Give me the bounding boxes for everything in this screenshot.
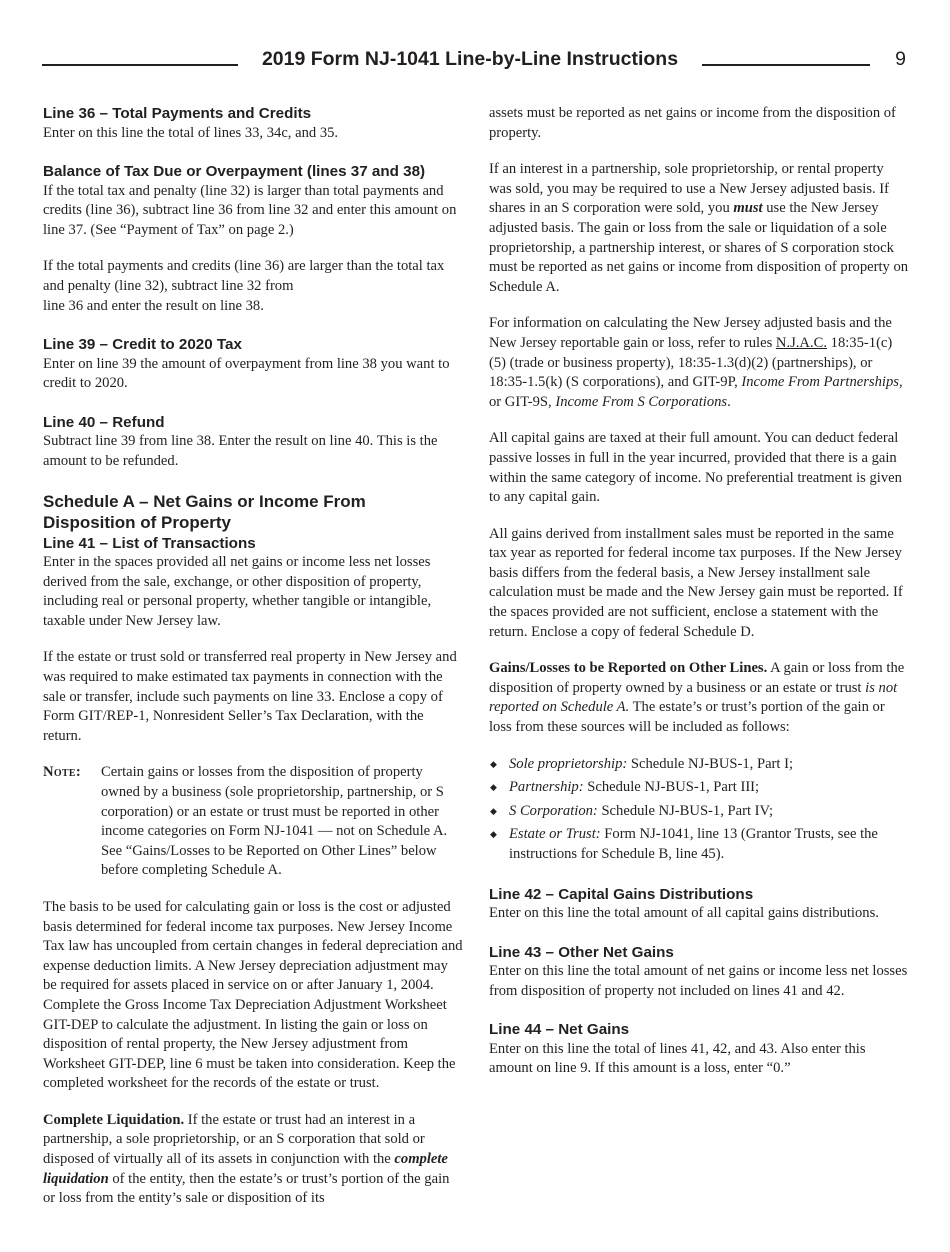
interest-emphasis: must [733,200,763,217]
list-item [489,755,909,775]
schedule-a-paragraph-1: Enter in the spaces provided all net gains or income less net losses derived from the sale, exchange, or other disposition of property, including real or personal property, whether tangible or intangible, taxable under New Jersey law. [43,554,432,629]
note-block [43,763,463,881]
balance-paragraph-2 [43,257,463,316]
line-39-text: Enter on line 39 the amount of overpayment from line 38 you want to credit to 2020. [43,355,450,392]
complete-liquidation-emphasis: complete liquidation [43,1151,448,1187]
line-40-text: Subtract line 39 from line 38. Enter the result on line 40. This is the amount to be refunded. [43,433,438,469]
gains-losses-text-a: A gain or loss from the disposition of property owned by a business or an estate or trust [489,660,905,696]
info-emphasis-1: Income From Partnerships [741,374,899,391]
header-rule-left [42,64,238,66]
interest-text-a: If an interest in a partnership, sole proprietorship, or rental property was sold, you may be required to use a New Jersey adjusted basis. If shares in an S corporation were sold, you [489,161,890,217]
balance-paragraph-1: If the total tax and penalty (line 32) is larger than total payments and credits (line 36), subtract line 36 from line 32 and enter this amount on line 37. (See “Payment of Tax” on page 2.) [43,182,457,238]
info-paragraph [489,314,909,412]
note-text: Certain gains or losses from the disposition of property owned by a business (sole proprietorship, partnership, or S corporation) or an estate or trust must be reported in other income categories on Form NJ-1041 — not on Schedule A. See “Gains/Losses to be Reported on Other Lines” below before completing Schedule A. [101,764,448,879]
balance-heading: Balance of Tax Due or Overpayment (lines 37 and 38) [43,163,426,181]
line-42-heading: Line 42 – Capital Gains Distributions [489,885,754,903]
info-text-b: 18:35-1(c)(5) (trade or business property), 18:35-1.3(d)(2) (partnerships), or 18:35-1.5(k) (S corporations), and GIT-9P, [489,334,893,391]
section-line-40 [43,413,463,472]
right-column [489,104,909,1098]
section-schedule-a [43,491,463,1209]
left-column [43,104,463,1209]
section-line-42 [489,885,909,924]
section-balance [43,162,463,316]
complete-liquidation-lead: Complete Liquidation. [43,1111,185,1128]
section-line-44 [489,1020,909,1079]
balance-paragraph-2-line-1: If the total payments and credits (line 36) are larger than the total tax and penalty (line 32), subtract line 32 from [43,258,445,294]
complete-liquidation-text-a: If the estate or trust had an interest in a partnership, a sole proprietorship, or an S corporation that sold or disposed of virtually all of its assets in conjunction with the [43,1111,425,1168]
page-title: 2019 Form NJ-1041 Line-by-Line Instructions [261,48,679,70]
schedule-a-heading-line-1: Schedule A – Net Gains or Income From [43,491,366,511]
list-item [489,802,909,822]
note-label: Note: [43,764,82,781]
gains-losses-lead: Gains/Losses to be Reported on Other Lines. [489,660,768,677]
line-44-text: Enter on this line the total of lines 41, 42, and 43. Also enter this amount on line 9. If this amount is a loss, enter “0.” [489,1040,866,1077]
gains-losses-text-b: The estate’s or trust’s portion of the gain or loss from these sources will be included as follows: [489,699,885,736]
section-line-43 [489,943,909,1002]
continuation-paragraph: assets must be reported as net gains or income from the disposition of property. [489,105,896,141]
list-item-text: Schedule NJ-BUS-1, Part IV; [597,802,774,819]
list-item [489,778,909,798]
list-item-label: S Corporation: [509,802,598,819]
list-item-label: Estate or Trust: [509,826,601,843]
line-41-heading: Line 41 – List of Transactions [43,534,256,552]
info-text-d: . [727,393,731,410]
basis-paragraph: The basis to be used for calculating gain or loss is the cost or adjusted basis determined for federal income tax purposes. New Jersey Income Tax law has uncoupled from certain changes in federal depreciation and expense deduction limits. A New Jersey depreciation adjustment may be required for assets placed in service on or after January 1, 2004. Complete the Gross Income Tax Depreciation Adjustment Worksheet GIT-DEP to calculate the adjustment. In listing the gain or loss on disposition of rental property, the New Jersey adjustment from Worksheet GIT-DEP, line 6 must be taken into consideration. Keep the completed worksheet for the records of the estate or trust. [43,898,463,1092]
list-item-text: Schedule NJ-BUS-1, Part I; [627,755,794,772]
diamond-bullet-icon: ◆ [490,829,497,840]
list-item-label: Sole proprietorship: [509,755,628,772]
info-text-a: For information on calculating the New Jersey adjusted basis and the New Jersey reportable gain or loss, refer to rules [489,315,892,351]
info-text-c: , or GIT-9S, [489,374,903,410]
header-rule-right [702,64,870,66]
balance-paragraph-2-line-2: line 36 and enter the result on line 38. [43,297,264,314]
schedule-a-heading [43,491,463,534]
page-header [42,46,910,76]
reporting-bullet-list [489,755,909,865]
gains-losses-emphasis: is not reported on Schedule A. [489,679,898,716]
section-line-39 [43,335,463,394]
line-44-heading: Line 44 – Net Gains [489,1021,630,1039]
complete-liquidation-text-b: of the entity, then the estate’s or trust’s portion of the gain or loss from the entity’s sale or disposition of its [43,1170,450,1207]
interest-paragraph [489,160,909,297]
page-number: 9 [895,48,906,70]
section-line-36 [43,104,463,143]
list-item [489,825,909,864]
diamond-bullet-icon: ◆ [490,758,497,769]
info-emphasis-2: Income From S Corporations [555,393,728,410]
installment-paragraph: All gains derived from installment sales must be reported in the same tax year as reported for federal income tax purposes. If the New Jersey basis differs from the federal basis, a New Jersey installment sale calculation must be made and the New Jersey gain must be reported. If the spaces provided are not sufficient, enclose a statement with the return. Enclose a copy of federal Schedule D. [489,525,903,640]
line-36-heading: Line 36 – Total Payments and Credits [43,105,312,122]
line-36-text: Enter on this line the total of lines 33, 34c, and 35. [43,124,339,141]
njac-link[interactable]: N.J.A.C. [775,334,828,351]
schedule-a-paragraph-2: If the estate or trust sold or transferred real property in New Jersey and was required to make estimated tax payments in connection with the sale or transfer, include such payments on line 33. Enclose a copy of Form GIT/REP-1, Nonresident Seller’s Tax Declaration, with the return. [43,649,457,744]
gains-losses-paragraph [489,659,909,737]
list-item-label: Partnership: [509,779,584,796]
line-42-text: Enter on this line the total amount of all capital gains distributions. [489,905,879,922]
line-43-text: Enter on this line the total amount of net gains or income less net losses from disposition of property not included on lines 41 and 42. [489,963,908,999]
line-40-heading: Line 40 – Refund [43,413,165,431]
capital-gains-paragraph: All capital gains are taxed at their full amount. You can deduct federal passive losses in full in the year incurred, provided that there is a gain within the same category of income. No preferential treatment is given to any capital gain. [489,430,902,506]
interest-text-b: use the New Jersey adjusted basis. The gain or loss from the sale or liquidation of a sole proprietorship, a partnership interest, or shares of S corporation stock must be reported as net gains or income from disposition of property on Schedule A. [489,200,909,295]
complete-liquidation-paragraph [43,1111,463,1209]
list-item-text: Form NJ-1041, line 13 (Grantor Trusts, see the instructions for Schedule B, line 45). [509,826,878,862]
list-item-text: Schedule NJ-BUS-1, Part III; [583,779,760,796]
line-39-heading: Line 39 – Credit to 2020 Tax [43,336,242,354]
diamond-bullet-icon: ◆ [490,782,497,793]
schedule-a-heading-line-2: Disposition of Property [43,513,231,533]
diamond-bullet-icon: ◆ [490,805,497,816]
line-43-heading: Line 43 – Other Net Gains [489,943,674,961]
